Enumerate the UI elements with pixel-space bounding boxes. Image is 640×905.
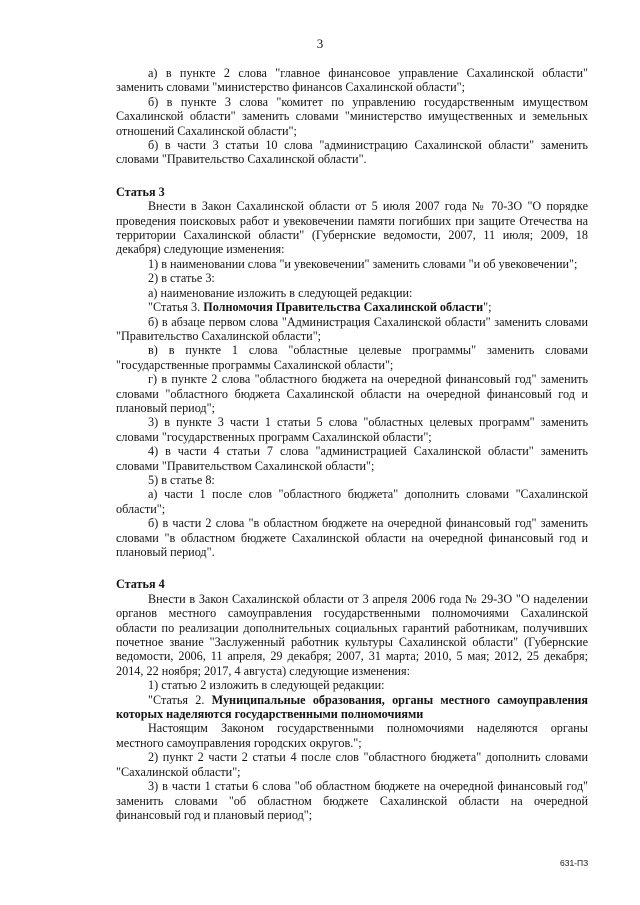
article-3-heading: Статья 3 xyxy=(116,184,165,199)
article-3-item-4: 4) в части 4 статьи 7 слова "администрацией Сахалинской области" заменить словами "Правительством Сахалинской области"; xyxy=(116,444,588,473)
article-3-item-2g: г) в пункте 2 слова "областного бюджета на очередной финансовый год" заменить словами "областного бюджета Сахалинской области на очередной финансовый год и плановый период"; xyxy=(116,372,588,415)
paragraph-top-c: б) в части 3 статьи 10 слова "администрацию Сахалинской области" заменить словами "Правительство Сахалинской области". xyxy=(116,138,588,167)
article-3-quote-suffix: "; xyxy=(483,300,492,315)
document-code: 631-ПЗ xyxy=(560,858,589,868)
article-3-quote xyxy=(116,300,588,314)
article-3-intro: Внести в Закон Сахалинской области от 5 июля 2007 года № 70-ЗО "О порядке проведения поисковых работ и увековечении памяти погибших при защите Отечества на территории Сахалинской области" (Губернские ведомости, 2007, 11 июля; 2009, 18 декабря) следующие изменения: xyxy=(116,199,588,257)
paragraph-top-a: а) в пункте 2 слова "главное финансовое управление Сахалинской области" заменить словами "министерство финансов Сахалинской области"; xyxy=(116,66,588,95)
article-3-item-1: 1) в наименовании слова "и увековечении" заменить словами "и об увековечении"; xyxy=(148,256,578,271)
article-3-item-2a: а) наименование изложить в следующей редакции: xyxy=(148,285,413,300)
page-number: 3 xyxy=(316,36,324,51)
article-4-heading: Статья 4 xyxy=(116,577,165,592)
article-4-item-2: 2) пункт 2 части 2 статьи 4 после слов "областного бюджета" дополнить словами "Сахалинской области"; xyxy=(116,750,588,779)
article-4-quote-body: Настоящим Законом государственными полномочиями наделяются органы местного самоуправления городских округов."; xyxy=(116,721,588,750)
article-3-quote-title: Полномочия Правительства Сахалинской области xyxy=(203,300,484,315)
article-3-item-3: 3) в пункте 3 части 1 статьи 5 слова "областных целевых программ" заменить словами "государственных программ Сахалинской области"; xyxy=(116,415,588,444)
article-3-item-5b: б) в части 2 слова "в областном бюджете на очередной финансовый год" заменить словами "в областном бюджете Сахалинской области на очередной финансовый год и плановый период". xyxy=(116,516,588,559)
article-3-item-5a: а) части 1 после слов "областного бюджета" дополнить словами "Сахалинской области"; xyxy=(116,487,588,516)
article-3-quote-prefix: "Статья 3. xyxy=(148,300,204,315)
article-3-item-2b: б) в абзаце первом слова "Администрация Сахалинской области" заменить словами "Правительство Сахалинской области"; xyxy=(116,314,588,343)
article-4-quote-title: Муниципальные образования, органы местного самоуправления которых наделяются государственными полномочиями xyxy=(116,692,588,722)
paragraph-top-b: б) в пункте 3 слова "комитет по управлению государственным имуществом Сахалинской области" заменить словами "министерство имущественных и земельных отношений Сахалинской области"; xyxy=(116,94,588,138)
document-body xyxy=(116,66,588,822)
article-4-item-1: 1) статью 2 изложить в следующей редакции: xyxy=(148,678,385,693)
article-4-item-3: 3) в части 1 статьи 6 слова "об областном бюджете на очередной финансовый год" заменить словами "об областном бюджете Сахалинской области на очередной финансовый год и плановый период"; xyxy=(116,779,588,822)
article-3-item-5: 5) в статье 8: xyxy=(148,472,215,487)
article-4-intro: Внести в Закон Сахалинской области от 3 апреля 2006 года № 29-ЗО "О наделении органов местного самоуправления государственными полномочиями Сахалинской области по реализации дополнительных социальных гарантий работникам, получивших почетное звание "Заслуженный работник культуры Сахалинской области" (Губернские ведомости, 2006, 11 апреля, 29 декабря; 2007, 31 марта; 2010, 5 мая; 2012, 25 декабря; 2014, 22 ноября; 2017, 4 августа) следующие изменения: xyxy=(116,591,588,678)
article-4-quote-prefix: "Статья 2. xyxy=(148,692,212,707)
article-3-item-2: 2) в статье 3: xyxy=(148,271,215,286)
article-4-quote xyxy=(116,693,588,722)
article-3-item-2v: в) в пункте 1 слова "областные целевые программы" заменить словами "государственные программы Сахалинской области"; xyxy=(116,343,588,372)
